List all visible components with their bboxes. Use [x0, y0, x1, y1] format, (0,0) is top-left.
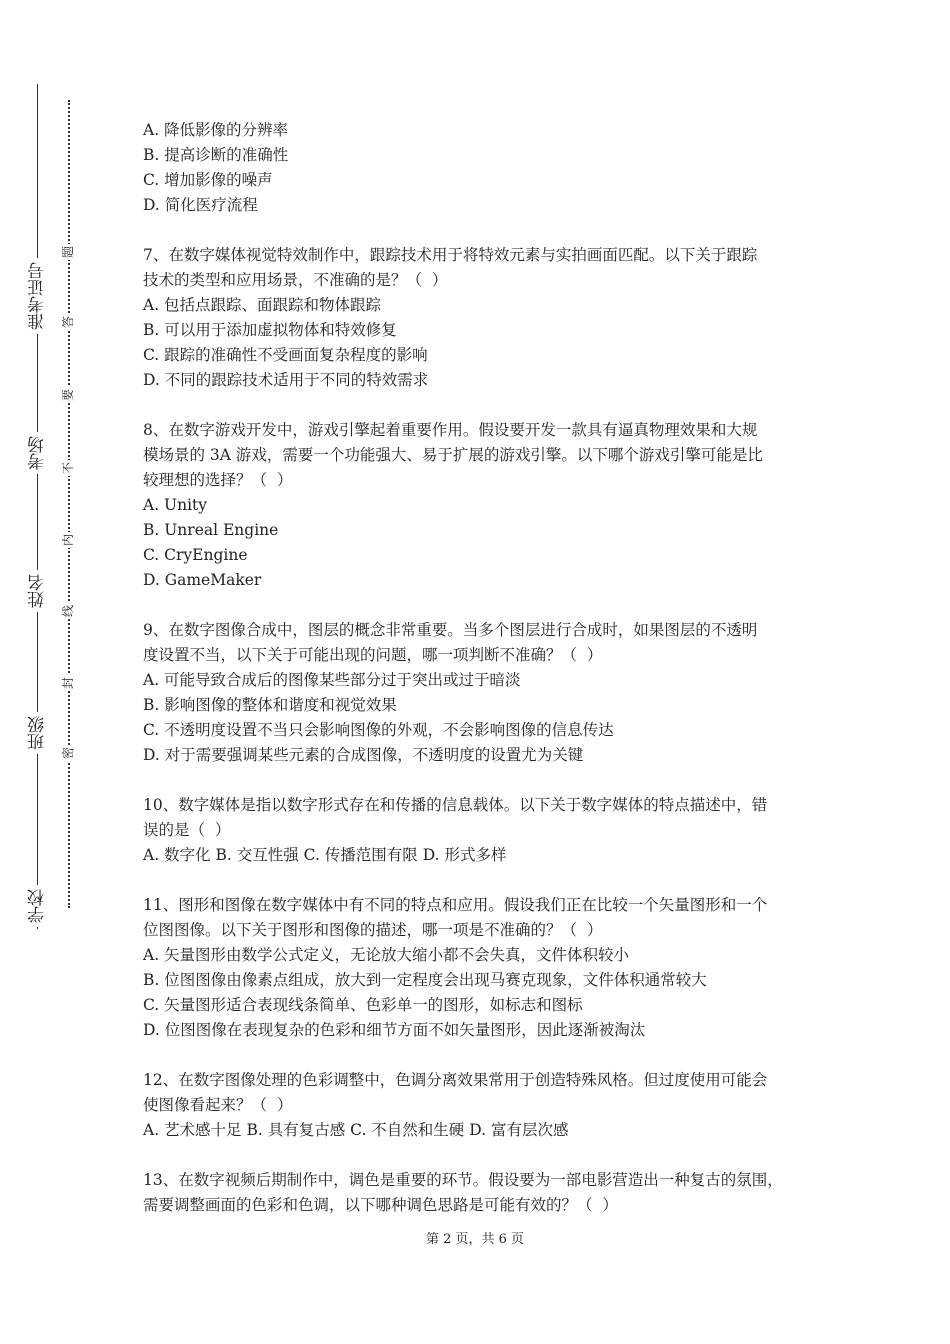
seal-char: 线: [61, 605, 75, 618]
seal-char: 内: [61, 534, 75, 547]
option-a: A. Unity: [143, 496, 208, 514]
question-stem-line: 技术的类型和应用场景，不准确的是？（ ）: [143, 271, 448, 289]
question-8: [143, 418, 815, 593]
option-d: D. GameMaker: [143, 571, 262, 589]
question-stem-line: 较理想的选择？（ ）: [143, 471, 293, 489]
question-12: [143, 1068, 815, 1143]
seal-char: 不: [61, 462, 75, 475]
option-a: A. 可能导致合成后的图像某些部分过于突出或过于暗淡: [143, 671, 521, 689]
question-stem-line: 误的是（ ）: [143, 821, 231, 839]
field-name-label: 姓名: [23, 570, 53, 612]
question-stem-line: 9、在数字图像合成中，图层的概念非常重要。当多个图层进行合成时，如果图层的不透明: [143, 621, 758, 639]
seal-char: 要: [61, 389, 75, 402]
option-c: C. 矢量图形适合表现线条简单、色彩单一的图形，如标志和图标: [143, 996, 583, 1014]
option-d: D. 位图图像在表现复杂的色彩和细节方面不如矢量图形，因此逐渐被淘汰: [143, 1021, 646, 1039]
option-d: D. 对于需要强调某些元素的合成图像，不透明度的设置尤为关键: [143, 746, 584, 764]
question-stem-line: 8、在数字游戏开发中，游戏引擎起着重要作用。假设要开发一款具有逼真物理效果和大规: [143, 421, 758, 439]
question-stem-line: 10、数字媒体是指以数字形式存在和传播的信息载体。以下关于数字媒体的特点描述中，错: [143, 796, 768, 814]
option-c: C. CryEngine: [143, 546, 248, 564]
question-stem-line: 7、在数字媒体视觉特效制作中，跟踪技术用于将特效元素与实拍画面匹配。以下关于跟踪: [143, 246, 758, 264]
option-b: B. 位图图像由像素点组成，放大到一定程度会出现马赛克现象，文件体积通常较大: [143, 971, 707, 989]
option-b: B. 提高诊断的准确性: [143, 146, 289, 164]
option-c: C. 增加影像的噪声: [143, 171, 273, 189]
option-d: D. 不同的跟踪技术适用于不同的特效需求: [143, 371, 429, 389]
option-a: A. 矢量图形由数学公式定义，无论放大缩小都不会失真，文件体积较小: [143, 946, 630, 964]
question-stem-line: 11、图形和图像在数字媒体中有不同的特点和应用。假设我们正在比较一个矢量图形和一个: [143, 896, 768, 914]
binding-solid-line: [37, 84, 38, 929]
option-c: C. 不透明度设置不当只会影响图像的外观，不会影响图像的信息传达: [143, 721, 614, 739]
question-13: [143, 1168, 815, 1218]
question-9: [143, 618, 815, 768]
seal-char: 答: [61, 316, 75, 329]
option-a: A. 包括点跟踪、面跟踪和物体跟踪: [143, 296, 382, 314]
seal-dotted-line: [68, 100, 70, 908]
binding-margin: [0, 0, 110, 1344]
option-c: C. 跟踪的准确性不受画面复杂程度的影响: [143, 346, 428, 364]
field-exam-number-label: 准考证号: [23, 258, 53, 334]
option-d: D. 简化医疗流程: [143, 196, 258, 214]
question-6-options: [143, 118, 815, 218]
question-10: [143, 793, 815, 868]
question-stem-line: 位图图像。以下关于图形和图像的描述，哪一项是不准确的？（ ）: [143, 921, 603, 939]
seal-char: 密: [61, 747, 75, 760]
field-school-label: 学校: [23, 885, 53, 927]
question-stem-line: 12、在数字图像处理的色彩调整中，色调分离效果常用于创造特殊风格。但过度使用可能会: [143, 1071, 768, 1089]
question-stem-line: 度设置不当，以下关于可能出现的问题，哪一项判断不准确？（ ）: [143, 646, 603, 664]
question-stem-line: 需要调整画面的色彩和色调，以下哪种调色思路是可能有效的？（ ）: [143, 1196, 618, 1214]
question-stem-line: 模场景的 3A 游戏，需要一个功能强大、易于扩展的游戏引擎。以下哪个游戏引擎可能是比: [143, 446, 763, 464]
question-11: [143, 893, 815, 1043]
question-stem-line: 使图像看起来？（ ）: [143, 1096, 293, 1114]
field-class-label: 班级: [23, 712, 53, 754]
options-inline: A. 数字化 B. 交互性强 C. 传播范围有限 D. 形式多样: [143, 846, 507, 864]
seal-char: 封: [61, 677, 75, 690]
question-stem-line: 13、在数字视频后期制作中，调色是重要的环节。假设要为一部电影营造出一种复古的氛围，: [143, 1171, 783, 1189]
question-7: [143, 243, 815, 393]
option-a: A. 降低影像的分辨率: [143, 121, 289, 139]
options-inline: A. 艺术感十足 B. 具有复古感 C. 不自然和生硬 D. 富有层次感: [143, 1121, 569, 1139]
field-exam-room-label: 考场: [23, 432, 53, 474]
question-list: [143, 118, 815, 1243]
option-b: B. 影响图像的整体和谐度和视觉效果: [143, 696, 397, 714]
option-b: B. Unreal Engine: [143, 521, 279, 539]
option-b: B. 可以用于添加虚拟物体和特效修复: [143, 321, 397, 339]
page-footer: 第 2 页，共 6 页: [425, 1232, 525, 1247]
seal-char: 题: [61, 246, 75, 259]
